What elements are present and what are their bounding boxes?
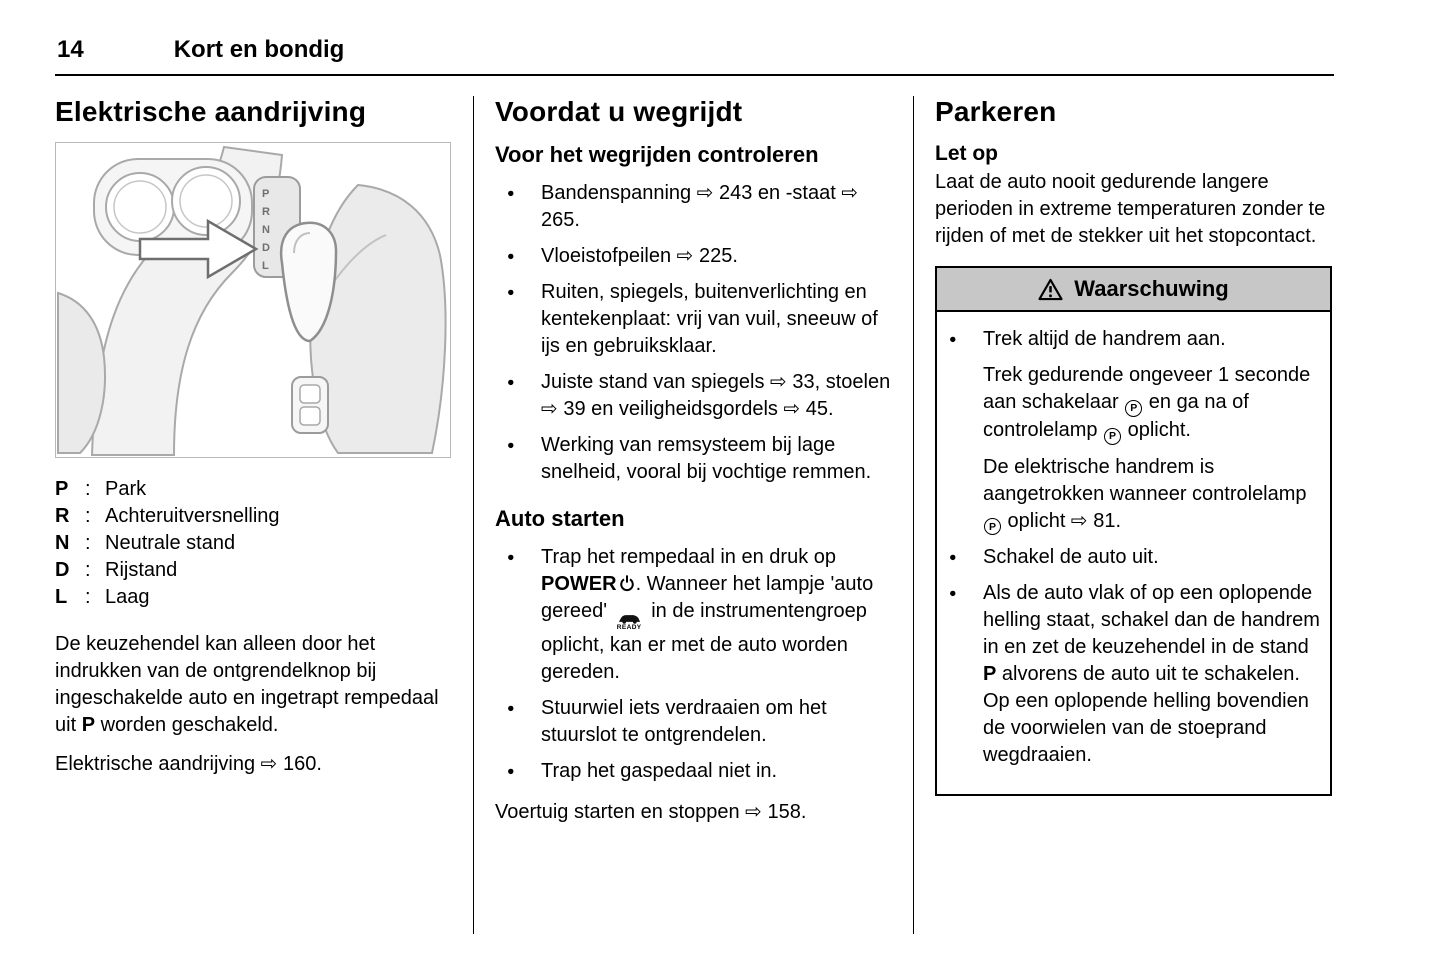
warning-paragraph: Trek gedurende ongeveer 1 seconde aan schakelaar P en ga na of controlelamp P oplicht. [983,362,1324,445]
legend-value: Achteruitversnelling [105,505,280,527]
section-electric-drive [55,96,452,938]
warning-box [935,266,1332,796]
list-item [937,580,1324,769]
subheading-checks: Voor het wegrijden controleren [495,142,819,167]
warning-header [937,268,1330,312]
check-list [495,180,892,486]
list-item: ● Trap het rempedaal in en druk op POWER . Wanneer het lampje 'auto gereed' READY in de instrumentengroep oplicht, kan er met de auto worden gereden. [495,544,892,686]
list-item: ● Bandenspanning ⇨ 243 en -staat ⇨ 265. [495,180,892,234]
gear-legend [55,476,452,611]
svg-text:P: P [262,188,270,200]
warning-paragraph: ● Als de auto vlak of op een oplopende helling staat, schakel dan de handrem in en zet de keuzehendel in de stand P alvorens de auto uit te schakelen. Op een oplopende helling bovendien de voorwielen van de stoeprand wegdraaien. [983,582,1320,767]
selector-paragraph: De keuzehendel kan alleen door het indrukken van de ontgrendelknop bij ingeschakelde auto en ingetrapt rempedaal uit P worden geschakeld. [55,633,439,736]
legend-separator: : [85,478,91,500]
section-heading-electric-drive: Elektrische aandrijving [55,96,367,127]
parking-brake-icon: P [984,518,1001,535]
legend-separator: : [85,586,91,608]
warning-icon [1038,278,1063,301]
legend-value: Park [105,478,147,500]
column-divider [473,96,474,934]
legend-key: N [55,532,70,554]
gear-selector-illustration [55,142,451,458]
legend-key: R [55,505,70,527]
page-number: 14 [57,36,84,63]
legend-separator: : [85,532,91,554]
column-divider [913,96,914,934]
warning-paragraph: ● Schakel de auto uit. [983,546,1159,569]
warning-body [937,312,1330,794]
section-heading-parking: Parkeren [935,96,1057,127]
list-item [937,544,1324,571]
legend-separator: : [85,505,91,527]
legend-value: Neutrale stand [105,532,236,554]
legend-row [55,584,452,611]
section-before-driving [495,96,892,938]
legend-key: L [55,586,68,608]
parking-brake-icon: P [1104,428,1121,445]
section-parking [935,96,1332,938]
svg-text:R: R [262,206,270,218]
start-list [495,544,892,785]
warning-title: Waarschuwing [1074,276,1229,301]
legend-key: D [55,559,70,581]
warning-paragraph: De elektrische handrem is aangetrokken wanneer controlelamp P oplicht ⇨ 81. [983,454,1324,536]
list-item: ● Vloeistofpeilen ⇨ 225. [495,243,892,270]
page-reference-electric-drive: Elektrische aandrijving ⇨ 160. [55,753,322,775]
header-rule [55,74,1334,76]
legend-row [55,530,452,557]
page-header [55,30,1334,74]
legend-key: P [55,478,69,500]
list-item: ● Ruiten, spiegels, buitenverlichting en kentekenplaat: vrij van vuil, sneeuw of ijs en gebruiksklaar. [495,279,892,360]
legend-value: Rijstand [105,559,178,581]
list-item: ● Juiste stand van spiegels ⇨ 33, stoelen ⇨ 39 en veiligheidsgordels ⇨ 45. [495,369,892,423]
legend-separator: : [85,559,91,581]
right-seat-shape [310,185,445,453]
list-item: ● Werking van remsysteem bij lage snelheid, vooral bij vochtige remmen. [495,432,892,486]
legend-row [55,476,452,503]
legend-row [55,557,452,584]
page-reference-start-stop: Voertuig starten en stoppen ⇨ 158. [495,800,807,823]
parking-brake-icon: P [1125,400,1142,417]
subheading-start: Auto starten [495,506,625,531]
power-icon [617,573,636,595]
svg-text:L: L [262,260,269,272]
section-heading-before-driving: Voordat u wegrijdt [495,96,743,127]
list-item: ● Stuurwiel iets verdraaien om het stuurslot te ontgrendelen. [495,695,892,749]
note-text: Laat de auto nooit gedurende langere perioden in extreme temperaturen zonder te rijden of met de stekker uit het stopcontact. [935,171,1326,247]
gear-selector-drawing [56,143,450,457]
legend-value: Laag [105,586,150,608]
list-item: ● Trap het gaspedaal niet in. [495,758,892,785]
chapter-title: Kort en bondig [173,36,345,63]
ready-icon: READY [617,613,642,632]
svg-text:N: N [262,224,270,236]
three-column-layout [55,96,1334,938]
svg-text:D: D [262,242,270,254]
legend-row [55,503,452,530]
warning-list [937,326,1324,769]
note-title: Let op [935,142,998,165]
list-item [937,326,1324,535]
warning-paragraph: ● Trek altijd de handrem aan. [983,328,1226,350]
